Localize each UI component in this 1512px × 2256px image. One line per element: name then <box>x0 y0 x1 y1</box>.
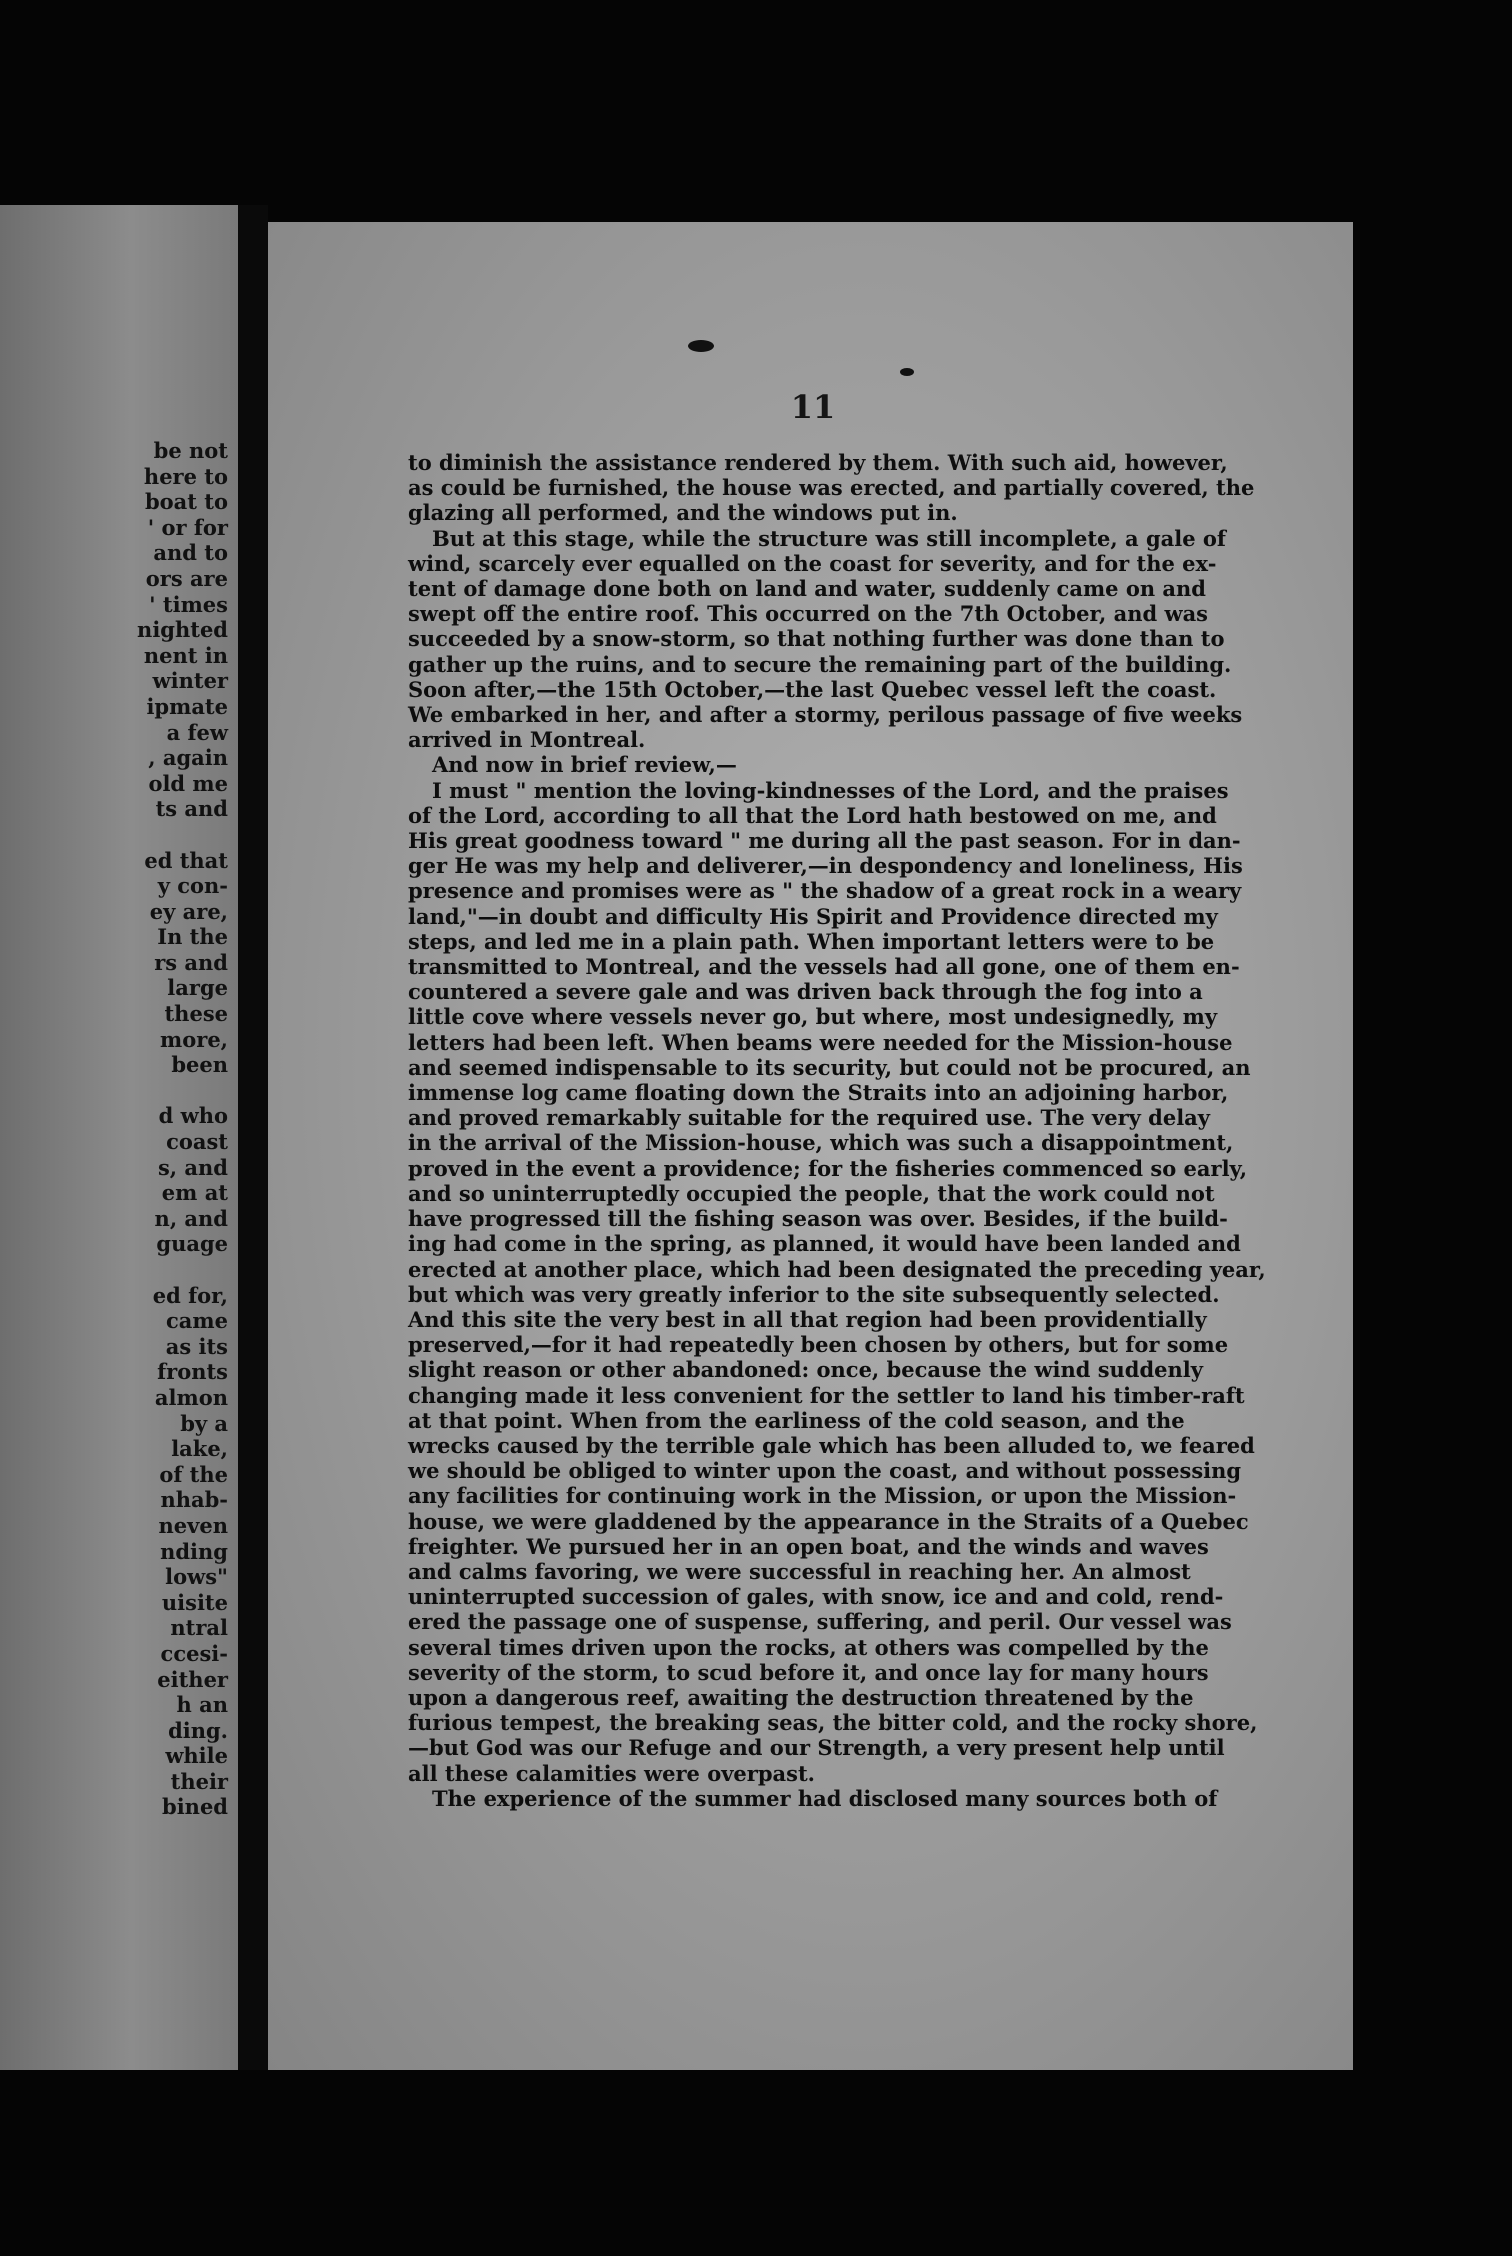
page-number: 11 <box>790 388 836 426</box>
left-fragment-line: here to <box>143 463 228 489</box>
text-line: preserved,—for it had repeatedly been chosen by others, but for some <box>408 1332 1229 1358</box>
text-line: I must " mention the loving-kindnesses of the Lord, and the praises <box>432 777 1229 803</box>
text-line: severity of the storm, to scud before it, and once lay for many hours <box>408 1659 1209 1685</box>
left-fragment-line: more, <box>160 1026 228 1052</box>
left-fragment-line: be not <box>153 438 228 463</box>
left-fragment-line: , again <box>148 745 228 771</box>
left-fragment-line: large <box>167 975 228 1001</box>
page-body-text <box>408 450 1266 1811</box>
text-line: and proved remarkably suitable for the required use. The very delay <box>408 1105 1210 1131</box>
left-fragment-line: bined <box>162 1794 228 1820</box>
text-line: —but God was our Refuge and our Strength, a very present help until <box>408 1735 1225 1761</box>
left-fragment-line: ed that <box>144 847 228 873</box>
text-line: letters had been left. When beams were needed for the Mission-house <box>408 1029 1233 1055</box>
left-fragment-line: y con- <box>157 873 228 899</box>
right-page <box>268 222 1353 2070</box>
text-line: slight reason or other abandoned: once, because the wind suddenly <box>408 1357 1203 1383</box>
text-line: ger He was my help and deliverer,—in despondency and loneliness, His <box>408 853 1243 879</box>
left-fragment-line: these <box>164 1001 228 1027</box>
left-fragment-line: s, and <box>157 1154 228 1180</box>
text-line: But at this stage, while the structure was still incomplete, a gale of <box>432 525 1226 551</box>
left-fragment-line: almon <box>154 1384 228 1410</box>
left-fragment-line <box>137 822 228 848</box>
left-fragment-line: em at <box>161 1180 228 1206</box>
left-fragment-line <box>137 1078 228 1104</box>
left-fragment-line: d who <box>158 1103 228 1129</box>
text-line: to diminish the assistance rendered by them. With such aid, however, <box>408 450 1228 475</box>
left-fragment-line: ed for, <box>152 1282 228 1308</box>
left-fragment-line: nent in <box>143 642 228 668</box>
left-fragment-line: ts and <box>155 796 228 822</box>
text-line: of the Lord, according to all that the Lord hath bestowed on me, and <box>408 802 1217 828</box>
left-fragment-line: boat to <box>144 489 228 515</box>
text-line: swept off the entire roof. This occurred on the 7th October, and was <box>408 601 1208 627</box>
text-line: wind, scarcely ever equalled on the coast for severity, and for the ex- <box>408 550 1217 576</box>
text-line: presence and promises were as " the shadow of a great rock in a weary <box>408 878 1242 904</box>
left-fragment-line: ding. <box>168 1717 228 1743</box>
text-line: and calms favoring, we were successful in reaching her. An almost <box>408 1558 1191 1584</box>
left-fragment-line: lake, <box>171 1436 228 1462</box>
left-fragment-line: coast <box>166 1129 228 1155</box>
left-fragment-line: ey are, <box>149 898 228 924</box>
left-fragment-line: while <box>165 1743 228 1769</box>
left-fragment-line: ccesi- <box>160 1640 228 1666</box>
text-line: several times driven upon the rocks, at others was compelled by the <box>408 1634 1209 1660</box>
text-line: furious tempest, the breaking seas, the bitter cold, and the rocky shore, <box>408 1710 1258 1736</box>
text-line: tent of damage done both on land and water, suddenly came on and <box>408 576 1206 602</box>
left-fragment-line: ' times <box>149 591 228 617</box>
text-line: as could be furnished, the house was erected, and partially covered, the <box>408 475 1255 501</box>
left-fragment-line: nding <box>160 1538 228 1564</box>
left-fragment-line: rs and <box>154 949 228 975</box>
text-line: house, we were gladdened by the appearance in the Straits of a Quebec <box>408 1508 1249 1534</box>
text-line: countered a severe gale and was driven back through the fog into a <box>408 979 1203 1005</box>
book-gutter <box>238 205 268 2070</box>
text-line: Soon after,—the 15th October,—the last Quebec vessel left the coast. <box>408 676 1217 702</box>
left-fragment-line: old me <box>148 770 228 796</box>
text-line: succeeded by a snow-storm, so that nothing further was done than to <box>408 626 1225 652</box>
text-line: And this site the very best in all that region had been providentially <box>408 1306 1207 1332</box>
ink-blot <box>688 340 714 352</box>
left-fragment-line: their <box>170 1768 228 1794</box>
left-fragment-line: been <box>171 1052 228 1078</box>
text-line: land,"—in doubt and difficulty His Spirit and Providence directed my <box>408 903 1218 929</box>
left-fragment-line: n, and <box>154 1205 228 1231</box>
left-fragment-line: In the <box>157 924 228 950</box>
text-line: transmitted to Montreal, and the vessels had all gone, one of them en- <box>408 954 1240 980</box>
text-line: have progressed till the fishing season was over. Besides, if the build- <box>408 1206 1228 1232</box>
left-page-fragment <box>0 205 238 2070</box>
text-line: immense log came floating down the Straits into an adjoining harbor, <box>408 1080 1229 1106</box>
text-line: arrived in Montreal. <box>408 727 646 753</box>
ink-blot <box>900 368 914 376</box>
text-line: and so uninterruptedly occupied the people, that the work could not <box>408 1180 1215 1206</box>
left-fragment-line: came <box>166 1308 228 1334</box>
text-line: ing had come in the spring, as planned, it would have been landed and <box>408 1231 1241 1257</box>
text-line: wrecks caused by the terrible gale which has been alluded to, we feared <box>408 1432 1255 1458</box>
text-line: The experience of the summer had disclosed many sources both of <box>432 1785 1218 1811</box>
left-fragment-line: ' or for <box>147 514 228 540</box>
text-line: uninterrupted succession of gales, with snow, ice and and cold, rend- <box>408 1584 1224 1610</box>
text-line: And now in brief review,— <box>432 752 737 778</box>
text-line: little cove where vessels never go, but where, most undesignedly, my <box>408 1004 1218 1030</box>
text-line: glazing all performed, and the windows put in. <box>408 500 958 526</box>
left-fragment-line: and to <box>153 540 228 566</box>
left-fragment-line: ntral <box>170 1615 228 1641</box>
text-line: at that point. When from the earliness of the cold season, and the <box>408 1407 1185 1433</box>
text-line: upon a dangerous reef, awaiting the destruction threatened by the <box>408 1684 1194 1710</box>
left-fragment-line: of the <box>159 1461 228 1487</box>
left-fragment-line: uisite <box>161 1589 228 1615</box>
text-line: proved in the event a providence; for the fisheries commenced so early, <box>408 1155 1248 1181</box>
left-fragment-line: a few <box>166 719 228 745</box>
text-line: but which was very greatly inferior to the site subsequently selected. <box>408 1281 1220 1307</box>
left-fragment-line <box>137 1257 228 1283</box>
text-line: His great goodness toward " me during all the past season. For in dan- <box>408 828 1241 854</box>
text-line: we should be obliged to winter upon the coast, and without possessing <box>408 1458 1242 1484</box>
left-fragment-line: nhab- <box>160 1487 228 1513</box>
text-line: ered the passage one of suspense, suffering, and peril. Our vessel was <box>408 1609 1232 1635</box>
left-fragment-line: ipmate <box>146 693 228 719</box>
left-fragment-line: ors are <box>145 565 228 591</box>
text-line: erected at another place, which had been designated the preceding year, <box>408 1256 1266 1282</box>
left-fragment-line: h an <box>176 1692 228 1718</box>
left-fragment-line: either <box>157 1666 228 1692</box>
text-line: in the arrival of the Mission-house, which was such a disappointment, <box>408 1130 1234 1156</box>
left-page-text <box>137 438 228 1820</box>
text-line: steps, and led me in a plain path. When important letters were to be <box>408 928 1215 954</box>
left-fragment-line: winter <box>152 668 228 694</box>
text-line: gather up the ruins, and to secure the remaining part of the building. <box>408 651 1232 677</box>
text-line: any facilities for continuing work in the Mission, or upon the Mission- <box>408 1483 1237 1509</box>
left-fragment-line: neven <box>158 1512 228 1538</box>
text-line: and seemed indispensable to its security, but could not be procured, an <box>408 1054 1251 1080</box>
text-line: all these calamities were overpast. <box>408 1760 815 1786</box>
text-line: changing made it less convenient for the settler to land his timber-raft <box>408 1382 1245 1408</box>
left-fragment-line: by a <box>180 1410 228 1436</box>
left-fragment-line: nighted <box>137 617 228 643</box>
left-fragment-line: guage <box>156 1231 228 1257</box>
left-fragment-line: fronts <box>157 1359 228 1385</box>
left-fragment-line: as its <box>165 1333 228 1359</box>
left-fragment-line: lows" <box>165 1564 228 1590</box>
text-line: freighter. We pursued her in an open boat, and the winds and waves <box>408 1533 1209 1559</box>
text-line: We embarked in her, and after a stormy, perilous passage of five weeks <box>408 702 1243 728</box>
